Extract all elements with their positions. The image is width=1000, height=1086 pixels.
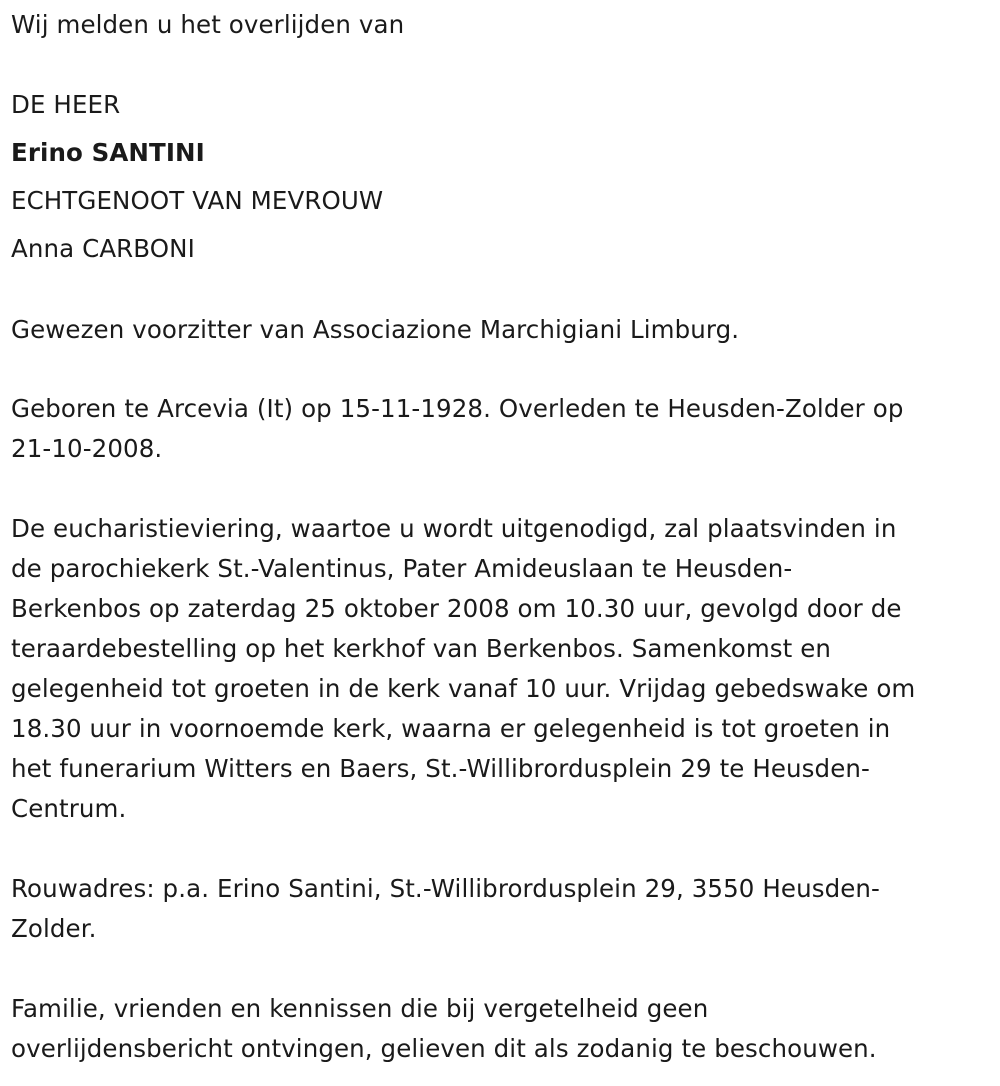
address-line: Zolder. bbox=[11, 914, 97, 943]
ceremony-line: teraardebestelling op het kerkhof van Berkenbos. Samenkomst en bbox=[11, 634, 832, 663]
closing-line: overlijdensbericht ontvingen, gelieven dit als zodanig te beschouwen. bbox=[11, 1034, 877, 1063]
spouse-name: Anna CARBONI bbox=[11, 234, 195, 263]
birth-death-line: Geboren te Arcevia (It) op 15-11-1928. Overleden te Heusden-Zolder op bbox=[11, 394, 904, 423]
intro-text: Wij melden u het overlijden van bbox=[11, 10, 405, 39]
relation-label: ECHTGENOOT VAN MEVROUW bbox=[11, 186, 384, 215]
closing-line: Familie, vrienden en kennissen die bij vergetelheid geen bbox=[11, 994, 709, 1023]
closing-paragraph bbox=[11, 989, 991, 1069]
ceremony-line: Centrum. bbox=[11, 794, 127, 823]
ceremony-line: de parochiekerk St.-Valentinus, Pater Amideuslaan te Heusden- bbox=[11, 554, 793, 583]
ceremony-line: 18.30 uur in voornoemde kerk, waarna er gelegenheid is tot groeten in bbox=[11, 714, 891, 743]
birth-death-paragraph bbox=[11, 389, 991, 469]
address-line: Rouwadres: p.a. Erino Santini, St.-Willibrordusplein 29, 3550 Heusden- bbox=[11, 874, 880, 903]
address-paragraph bbox=[11, 869, 991, 949]
ceremony-line: Berkenbos op zaterdag 25 oktober 2008 om 10.30 uur, gevolgd door de bbox=[11, 594, 902, 623]
deceased-name: Erino SANTINI bbox=[11, 138, 205, 167]
ceremony-line: het funerarium Witters en Baers, St.-Willibrordusplein 29 te Heusden- bbox=[11, 754, 870, 783]
ceremony-line: De eucharistieviering, waartoe u wordt uitgenodigd, zal plaatsvinden in bbox=[11, 514, 897, 543]
honorific: DE HEER bbox=[11, 90, 121, 119]
ceremony-line: gelegenheid tot groeten in de kerk vanaf 10 uur. Vrijdag gebedswake om bbox=[11, 674, 916, 703]
birth-death-line: 21-10-2008. bbox=[11, 434, 163, 463]
former-role: Gewezen voorzitter van Associazione Marchigiani Limburg. bbox=[11, 315, 740, 344]
ceremony-paragraph bbox=[11, 509, 991, 829]
